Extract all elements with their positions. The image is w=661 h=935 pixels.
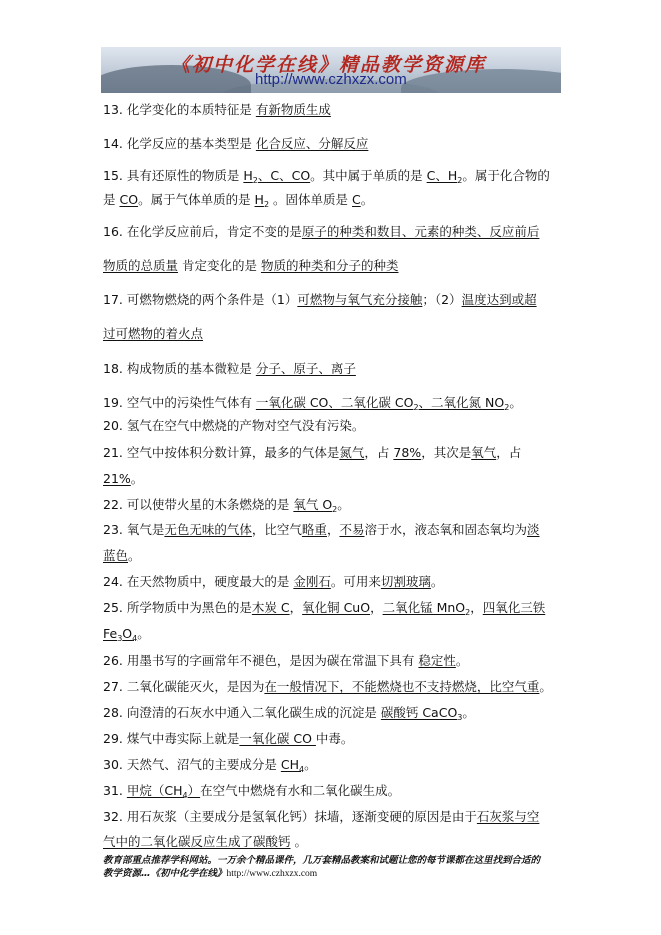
- item-22: 22. 可以使带火星的木条燃烧的是 氧气 $O_2$。: [103, 497, 350, 514]
- answer: C: [352, 192, 361, 207]
- answer: 原子的种类和数目、元素的种类、反应前后: [301, 224, 540, 239]
- answer: 过可燃物的着火点: [103, 326, 204, 341]
- answer: 氧化铜 CuO: [302, 600, 371, 615]
- answer: 一氧化碳 CO: [239, 731, 316, 746]
- item-29: 29. 煤气中毒实际上就是一氧化碳 CO 中毒。: [103, 731, 354, 746]
- answer: 切割玻璃: [380, 574, 431, 589]
- item-30: 30. 天然气、沼气的主要成分是 $CH_4$。: [103, 757, 317, 774]
- footer-line-2: 教学资源…《初中化学在线》http://www.czhxzx.com: [103, 868, 318, 879]
- answer: 略重: [301, 522, 327, 537]
- answer: 二氧化锰 MnO$_2$: [382, 600, 471, 617]
- item-25-line2: $Fe_3O_4$。: [103, 626, 150, 643]
- answer: 氧气: [471, 445, 497, 460]
- item-16: 16. 在化学反应前后，肯定不变的是原子的种类和数目、元素的种类、反应前后: [103, 224, 540, 239]
- item-26: 26. 用墨书写的字画常年不褪色，是因为碳在常温下具有 稳定性。: [103, 653, 469, 668]
- item-13: 13. 化学变化的本质特征是 有新物质生成: [103, 102, 331, 117]
- answer: 化合反应、分解反应: [255, 136, 369, 151]
- answer: 氧气 $O_2$: [293, 497, 338, 514]
- answer: 有新物质生成: [255, 102, 331, 117]
- answer: 温度达到或超: [461, 292, 537, 307]
- item-21: 21. 空气中按体积分数计算，最多的气体是氮气，占 78%，其次是氧气，占: [103, 445, 522, 460]
- answer: $Fe_3O_4$: [103, 626, 138, 643]
- item-20: 20. 氢气在空气中燃烧的产物对空气没有污染。: [103, 418, 365, 433]
- item-23-line2: 蓝色。: [103, 548, 141, 563]
- item-31: 31. 甲烷$(CH_4)$在空气中燃烧有水和二氧化碳生成。: [103, 783, 401, 800]
- answer: 不易: [339, 522, 365, 537]
- footer-promo: [103, 854, 573, 881]
- item-23: 23. 氧气是无色无味的气体，比空气略重，不易溶于水，液态氧和固态氧均为淡: [103, 522, 540, 537]
- answer: 一氧化碳 CO、二氧化碳 $CO_2$、二氧化氮 $NO_2$: [255, 395, 510, 412]
- item-19: 19. 空气中的污染性气体有 一氧化碳 CO、二氧化碳 $CO_2$、二氧化氮 $NO_2$。: [103, 395, 522, 412]
- item-21-line2: 21%。: [103, 471, 144, 486]
- item-14: 14. 化学反应的基本类型是 化合反应、分解反应: [103, 136, 369, 151]
- banner-url[interactable]: http://www.czhxzx.com: [255, 71, 407, 88]
- header-banner: [101, 47, 561, 93]
- answer: 甲烷$(CH_4)$: [126, 783, 201, 800]
- answer: 氮气: [339, 445, 365, 460]
- answer: 气中的二氧化碳反应生成了碳酸钙: [103, 834, 291, 849]
- answer: 淡: [526, 522, 540, 537]
- answer: 碳酸钙 CaCO$_3$: [380, 705, 463, 722]
- item-24: 24. 在天然物质中，硬度最大的是 金刚石。可用来切割玻璃。: [103, 574, 444, 589]
- answer: 石灰浆与空: [476, 809, 540, 824]
- item-15-line2: 是 CO。属于气体单质的是 $H_2$ 。固体单质是 C。: [103, 192, 374, 209]
- answer: 物质的种类和分子的种类: [260, 258, 399, 273]
- item-32: 32. 用石灰浆（主要成分是氢氧化钙）抹墙，逐渐变硬的原因是由于石灰浆与空: [103, 809, 540, 824]
- answer: CO: [119, 192, 139, 207]
- item-17-line2: [103, 326, 203, 341]
- answer: $CH_4$: [280, 757, 305, 774]
- answer: 78%: [393, 445, 422, 460]
- item-16-line2: 物质的总质量 肯定变化的是 物质的种类和分子的种类: [103, 258, 399, 273]
- item-17: 17. 可燃物燃烧的两个条件是（1）可燃物与氧气充分接触；（2）温度达到或超: [103, 292, 537, 307]
- item-27: 27. 二氧化碳能灭火，是因为在一般情况下，不能燃烧也不支持燃烧，比空气重。: [103, 679, 552, 694]
- answer: 四氧化三铁: [482, 600, 546, 615]
- answer: 21%: [103, 471, 131, 486]
- item-18: 18. 构成物质的基本微粒是 分子、原子、离子: [103, 361, 356, 376]
- answer: $H_2$、C、CO: [243, 168, 311, 185]
- answer: 金刚石: [293, 574, 331, 589]
- footer-line-1: 教育部重点推荐学科网站。一万余个精品课件，几万套精品教案和试题让您的每节课都在这里找到合适的: [103, 855, 541, 866]
- answer: $H_2$: [254, 192, 270, 209]
- footer-url[interactable]: http://www.czhxzx.com: [226, 869, 318, 879]
- answer: C、$H_2$: [426, 168, 463, 185]
- item-25: 25. 所学物质中为黑色的是木炭 C，氧化铜 CuO，二氧化锰 MnO$_2$，四氧化三铁: [103, 600, 546, 617]
- answer: 可燃物与氧气充分接触: [297, 292, 423, 307]
- answer: 分子、原子、离子: [255, 361, 356, 376]
- answer: 稳定性: [418, 653, 456, 668]
- answer: 无色无味的气体: [164, 522, 252, 537]
- answer: 蓝色: [103, 548, 129, 563]
- banner-title: 《初中化学在线》精品教学资源库: [171, 54, 487, 76]
- item-32-line2: 气中的二氧化碳反应生成了碳酸钙 。: [103, 834, 307, 849]
- item-28: 28. 向澄清的石灰水中通入二氧化碳生成的沉淀是 碳酸钙 CaCO$_3$。: [103, 705, 475, 722]
- answer: 物质的总质量: [103, 258, 179, 273]
- answer: 在一般情况下，不能燃烧也不支持燃烧，比空气重: [264, 679, 540, 694]
- item-15: 15. 具有还原性的物质是 $H_2$、C、CO。其中属于单质的是 C、$H_2$。属于化合物的: [103, 168, 550, 185]
- answer: 木炭 C: [251, 600, 290, 615]
